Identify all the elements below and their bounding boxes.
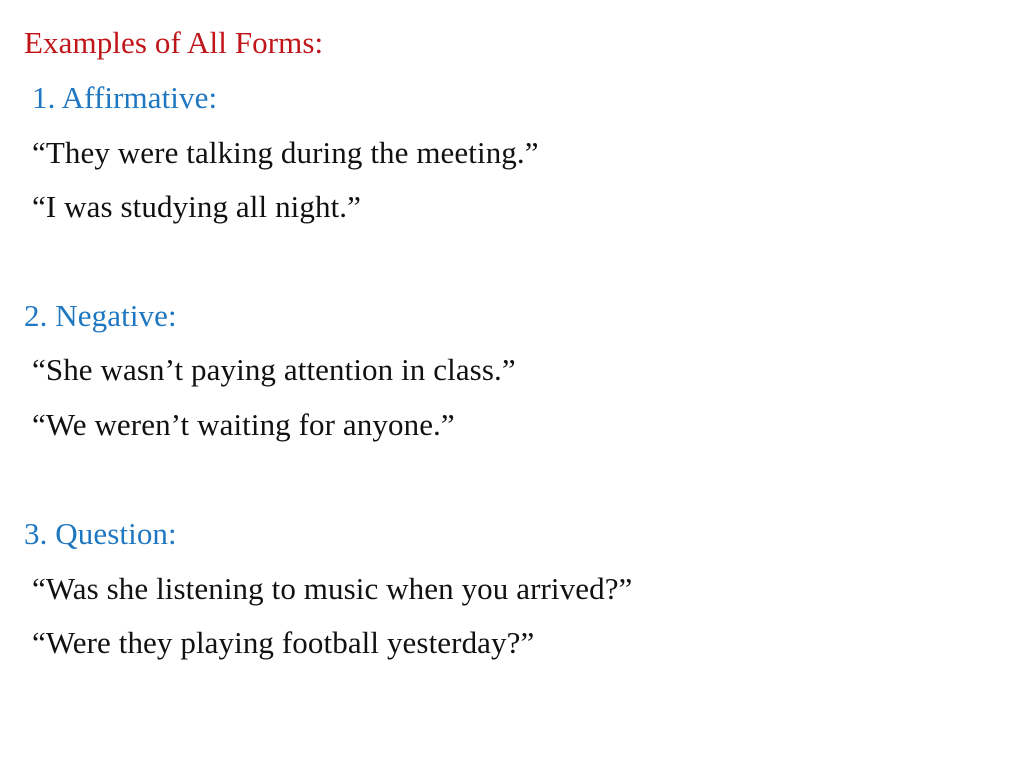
example-sentence: “She wasn’t paying attention in class.” xyxy=(32,352,516,387)
page-title: Examples of All Forms: xyxy=(24,25,324,60)
section-heading-affirmative: 1. Affirmative: xyxy=(32,80,218,115)
example-sentence: “I was studying all night.” xyxy=(32,189,362,224)
section-heading-negative: 2. Negative: xyxy=(24,298,177,333)
example-sentence: “They were talking during the meeting.” xyxy=(32,135,539,170)
example-sentence: “We weren’t waiting for anyone.” xyxy=(32,407,455,442)
example-sentence: “Was she listening to music when you arrived?” xyxy=(32,571,633,606)
example-sentence: “Were they playing football yesterday?” xyxy=(32,625,535,660)
section-heading-question: 3. Question: xyxy=(24,516,177,551)
